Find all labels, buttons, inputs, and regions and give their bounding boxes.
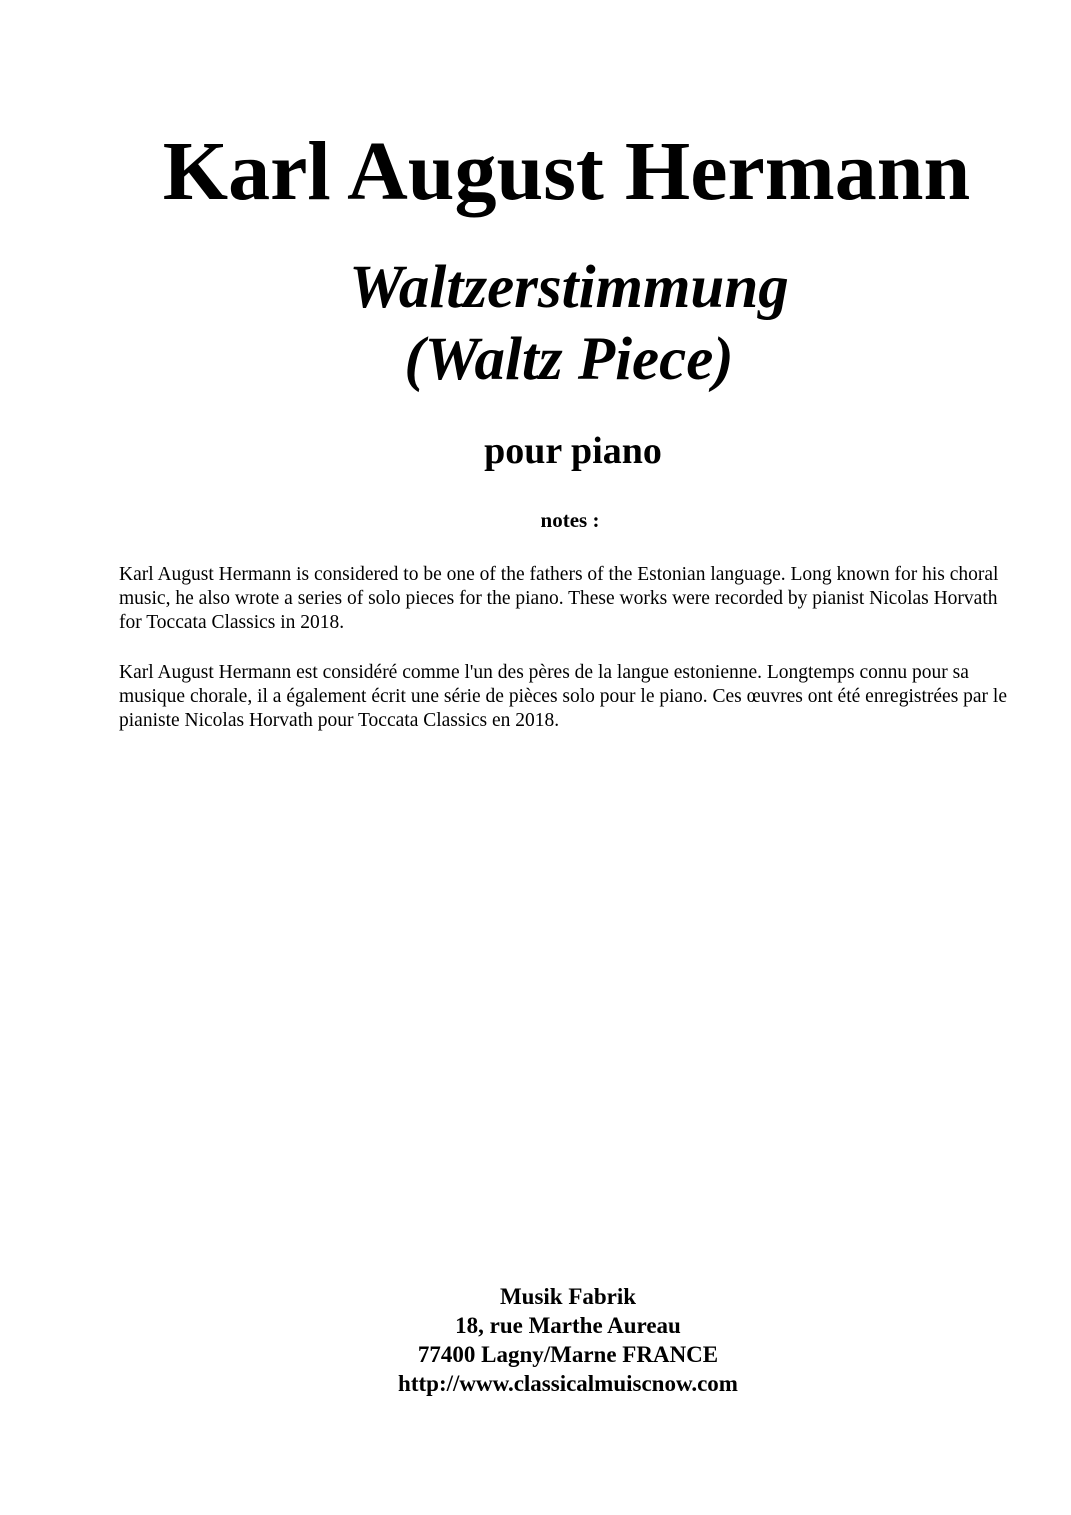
notes-paragraph-french: Karl August Hermann est considéré comme l'un des pères de la langue estonienne. Longtemps connu pour sa musique chorale, il a également écrit une série de pièces solo pour le piano. Ces œuvres ont été enregistrées par le pianiste Nicolas Horvath pour Toccata Classics en 2018. xyxy=(119,662,1008,731)
instrumentation: pour piano xyxy=(484,430,662,472)
piece-title xyxy=(0,252,1071,396)
publisher-street: 18, rue Marthe Aureau xyxy=(455,1313,681,1338)
notes-body xyxy=(119,563,1019,759)
publisher-website: http://www.classicalmuiscnow.com xyxy=(398,1371,738,1396)
title-line-2: (Waltz Piece) xyxy=(404,326,734,393)
notes-heading: notes : xyxy=(540,508,600,532)
publisher-city: 77400 Lagny/Marne FRANCE xyxy=(417,1342,719,1367)
publisher-name: Musik Fabrik xyxy=(499,1284,637,1309)
notes-paragraph-english: Karl August Hermann is considered to be one of the fathers of the Estonian language. Long known for his choral music, he also wrote a series of solo pieces for the piano. These works were recorded by pianist Nicolas Horvath for Toccata Classics in 2018. xyxy=(119,564,999,633)
publisher-block xyxy=(0,1282,1071,1398)
title-line-1: Waltzerstimmung xyxy=(349,254,789,321)
composer-name: Karl August Hermann xyxy=(162,125,971,218)
